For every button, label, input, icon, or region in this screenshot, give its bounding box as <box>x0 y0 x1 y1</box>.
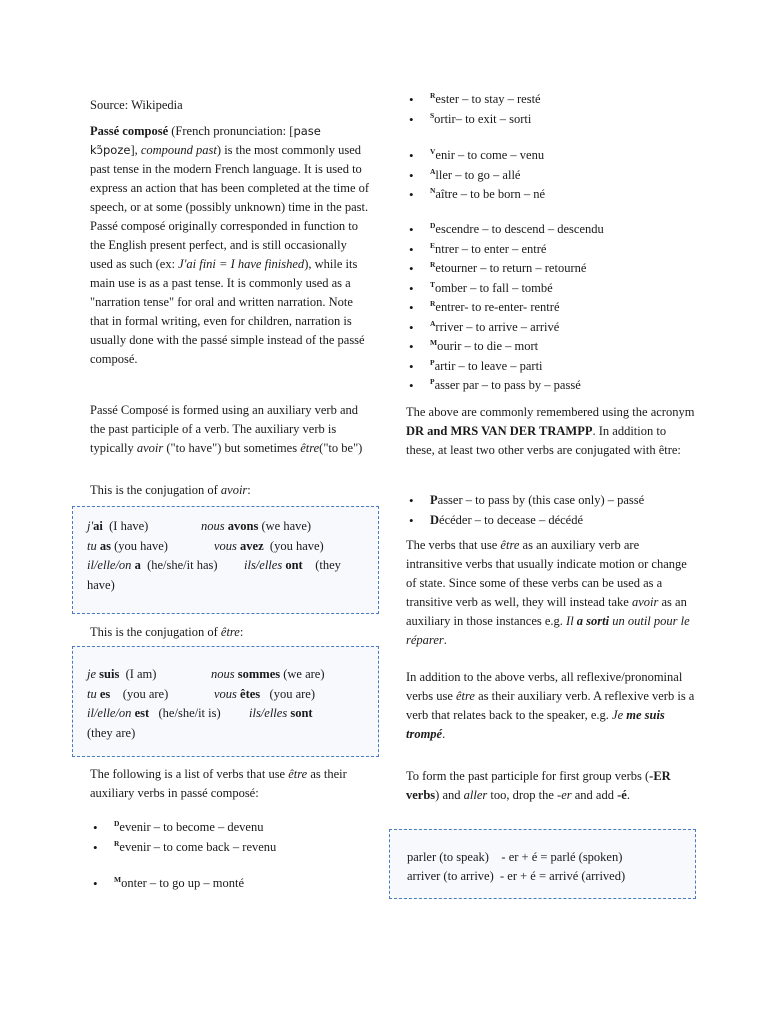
part-text-3: too, drop the <box>487 788 558 802</box>
verb: es <box>99 686 111 701</box>
intr-etre: être <box>500 538 520 552</box>
list-intro-etre: être <box>288 767 308 781</box>
intro-paragraph <box>90 122 372 369</box>
ipa-pronunciation: pase kɔ̃poze <box>90 124 321 157</box>
participle-example-box <box>389 829 696 899</box>
initial: E <box>430 240 436 250</box>
verb: ai <box>93 519 103 533</box>
intro-text-1: (French pronunciation: [ <box>168 124 294 138</box>
verb-item <box>406 185 545 205</box>
pron: vous <box>214 686 237 701</box>
initial: M <box>114 875 122 884</box>
etre-cell-ils <box>249 704 313 723</box>
verb: sont <box>290 706 313 720</box>
avoir-row-1 <box>87 517 366 537</box>
translation: (you have) <box>269 538 324 553</box>
verb-text: asser par – to pass by – passé <box>434 378 581 392</box>
initial: S <box>430 110 435 120</box>
avoir-conjugation-box <box>72 506 379 614</box>
verb-item <box>406 491 644 511</box>
part-text-4: and add <box>571 788 618 802</box>
pron: il/elle/on <box>87 558 132 572</box>
conj-etre-colon: : <box>239 625 244 639</box>
pron: il/elle/on <box>87 706 132 720</box>
pron: j' <box>87 519 94 533</box>
verb: sommes <box>237 667 281 681</box>
initial: R <box>114 838 120 848</box>
part-aller: aller <box>463 788 488 802</box>
verb-text: aître – to be born – né <box>435 187 546 201</box>
verb: avons <box>227 519 259 533</box>
source-line: Source: Wikipedia <box>90 98 183 112</box>
conjugation-etre-label <box>90 623 243 642</box>
intro-text-4: ), while its main use is as a past tense. It is commonly used as a "narration tense" for oral and written narration. Note that in formal writing, even for children, narration is usually done with the passé simple instead of the passé composé. <box>90 257 365 366</box>
initial: V <box>430 147 436 156</box>
verb-item <box>406 90 541 110</box>
list-intro-text-1: The following is a list of verbs that use <box>90 767 289 781</box>
conj-avoir-colon: : <box>247 483 251 497</box>
etre-row-2 <box>87 685 366 705</box>
pron: ils/elles <box>249 706 288 720</box>
verb: a <box>134 558 141 572</box>
conj-etre-text: This is the conjugation of <box>90 625 221 639</box>
verb-text: evenir – to become – devenu <box>119 820 264 834</box>
translation: (he/she/it is) <box>158 706 221 720</box>
initial: R <box>430 91 436 100</box>
translation: (you are) <box>269 686 316 701</box>
verb-item <box>406 298 604 318</box>
verb: suis <box>99 667 120 681</box>
verb-item <box>406 220 604 240</box>
verb: ont <box>285 558 303 572</box>
avoir-cell-ils <box>244 556 341 575</box>
verb-text: evenir – to come back – revenu <box>119 839 277 854</box>
verb-text: ortir– to exit – sorti <box>434 111 532 126</box>
verb-text: rriver – to arrive – arrivé <box>435 319 560 334</box>
example-arriver: arriver (to arrive) - er + é = arrivé (arrived) <box>407 869 626 883</box>
acronym-text-1: The above are commonly remembered using the acronym <box>406 405 695 419</box>
list-intro-text-2: as their auxiliary verbs in passé composé: <box>90 767 347 800</box>
verb-item <box>406 337 604 357</box>
initial: P <box>430 493 438 507</box>
initial: D <box>430 221 436 230</box>
verb-text: onter – to go up – monté <box>121 876 244 890</box>
pron: tu <box>87 538 97 553</box>
intransitive-paragraph <box>406 536 696 650</box>
verb-text: ller – to go – allé <box>435 167 521 182</box>
etre-cell-nous <box>211 665 325 684</box>
acronym-paragraph <box>406 403 696 460</box>
pron: tu <box>87 686 97 701</box>
pron: je <box>87 667 97 681</box>
verb-item <box>406 259 604 279</box>
avoir-cell-tu <box>87 537 168 556</box>
verb-list-a <box>90 818 276 857</box>
translation: (you are) <box>122 686 169 701</box>
intr-ex-3: un outil pour le réparer <box>406 614 690 647</box>
verb-item <box>406 318 604 338</box>
avoir-cell-il <box>87 556 218 575</box>
verb-item <box>406 240 604 260</box>
verb-item <box>90 818 276 838</box>
verb-item <box>406 166 545 186</box>
verb-list-e <box>406 220 604 396</box>
verb-item <box>90 838 276 858</box>
verb-list-d <box>406 146 545 205</box>
initial: N <box>430 186 436 195</box>
part-text-2: ) and <box>435 788 464 802</box>
translation: (I have) <box>109 519 149 533</box>
refl-text-2: as their auxiliary verb. A reflexive verb is a verb that relates back to the speaker, e.g. <box>406 689 695 722</box>
participle-paragraph <box>406 767 696 805</box>
refl-text-1: In addition to the above verbs, all reflexive/pronominal verbs use <box>406 670 683 703</box>
formed-text-2: ("to have") but sometimes <box>163 441 301 455</box>
verb-text: écéder – to decease – décédé <box>439 512 584 527</box>
conj-avoir-text: This is the conjugation of <box>90 483 221 497</box>
intr-text-2: as an auxiliary verb are intransitive verbs that usually indicate motion or change of state. Since some of these verbs can be used as a transitive verb as well, they will instead take <box>406 538 687 609</box>
translation: (I am) <box>125 667 157 681</box>
translation: (he/she/it has) <box>147 558 218 572</box>
verb-item <box>406 357 604 377</box>
verb-text: omber – to fall – tombé <box>435 280 553 295</box>
part-er-verbs: -ER verbs <box>406 769 671 802</box>
etre-list-intro <box>90 765 372 803</box>
intr-text-3: as an auxiliary in those instances e.g. <box>406 595 687 628</box>
verb-item <box>406 110 541 130</box>
verb-text: ourir – to die – mort <box>437 339 539 353</box>
initial: A <box>430 166 436 176</box>
verb-text: entrer- to re-enter- rentré <box>435 300 560 314</box>
verb-list-b <box>90 874 244 894</box>
initial: P <box>430 377 435 386</box>
verb-item <box>406 511 644 531</box>
acronym-name: DR and MRS VAN DER TRAMPP <box>406 424 593 438</box>
formation-paragraph <box>90 401 372 458</box>
intr-text-4: . <box>443 633 447 647</box>
verb-list-f <box>406 491 644 530</box>
intro-text-2: ], <box>130 143 141 157</box>
acronym-text-2: . In addition to these, at least two other verbs are conjugated with être: <box>406 424 681 457</box>
initial: P <box>430 357 435 367</box>
example-jai-fini: J'ai fini = I have finished <box>178 257 305 271</box>
refl-ex-2: me suis trompé <box>406 708 665 741</box>
gloss-compound-past: compound past <box>140 143 217 157</box>
initial: T <box>430 279 436 289</box>
initial: M <box>430 338 438 347</box>
verb-item <box>406 146 545 166</box>
part-text-1: To form the past participle for first group verbs ( <box>406 769 650 783</box>
etre-row-1 <box>87 665 366 685</box>
part-e: -é <box>617 788 627 802</box>
pron: ils/elles <box>244 558 283 572</box>
verb-text: artir – to leave – parti <box>434 358 543 373</box>
verb-text: ntrer – to enter – entré <box>435 241 547 256</box>
verb-item <box>90 874 244 894</box>
verb: êtes <box>240 686 261 701</box>
verb-text: enir – to come – venu <box>435 148 545 162</box>
refl-etre: être <box>456 689 475 703</box>
verb-text: ester – to stay – resté <box>435 92 541 106</box>
initial: R <box>430 299 436 308</box>
etre-cell-vous <box>214 685 315 704</box>
refl-text-3: . <box>442 727 446 741</box>
etre-cell-il <box>87 704 221 723</box>
intr-ex-2: a sorti <box>576 614 610 628</box>
verb: avez <box>240 538 264 553</box>
term-passe-compose: Passé composé <box>90 124 169 138</box>
pron: nous <box>211 667 235 681</box>
initial: D <box>114 819 120 828</box>
formed-avoir: avoir <box>136 441 164 455</box>
intr-ex-1: Il <box>566 614 577 628</box>
formed-text-3: ("to be") <box>319 441 363 455</box>
etre-row-4: (they are) <box>87 725 136 740</box>
verb-list-c <box>406 90 541 129</box>
translation: (they <box>315 558 341 572</box>
pron: vous <box>214 538 237 553</box>
reflexive-paragraph <box>406 668 696 744</box>
etre-cell-je <box>87 665 156 684</box>
etre-row-3 <box>87 704 366 724</box>
conj-avoir-verb: avoir <box>220 483 248 497</box>
translation: (we have) <box>261 519 312 533</box>
formed-etre: être <box>300 441 320 455</box>
initial: R <box>430 260 436 269</box>
refl-ex-1: Je <box>612 708 627 722</box>
etre-cell-tu <box>87 685 168 704</box>
avoir-row-3 <box>87 556 366 576</box>
avoir-cell-vous <box>214 537 324 556</box>
verb-item <box>406 376 604 396</box>
part-text-5: . <box>626 788 630 802</box>
avoir-row-2 <box>87 537 366 557</box>
verb-text: etourner – to return – retourné <box>435 261 587 275</box>
verb-text: asser – to pass by (this case only) – passé <box>437 493 645 507</box>
intr-text-1: The verbs that use <box>406 538 501 552</box>
avoir-cell-nous <box>201 517 311 536</box>
intr-avoir: avoir <box>631 595 659 609</box>
part-er: -er <box>557 788 572 802</box>
verb: est <box>134 706 150 720</box>
avoir-row-4: have) <box>87 577 115 592</box>
verb-text: escendre – to descend – descendu <box>435 222 604 236</box>
verb-item <box>406 279 604 299</box>
conj-etre-verb: être <box>220 625 240 639</box>
formed-text-1: Passé Composé is formed using an auxiliary verb and the past participle of a verb. The auxiliary verb is typically <box>90 403 359 455</box>
translation: (you have) <box>114 538 168 553</box>
conjugation-avoir-label <box>90 481 251 500</box>
intro-text-3: ) is the most commonly used past tense in the modern French language. It is used to express an action that has been completed at the time of speech, or at some (possibly unknown) time in the past. Passé composé originally corresponded in function to the English present perfect, and is still occasionally used as such (ex: <box>90 143 370 271</box>
verb: as <box>99 538 111 553</box>
etre-conjugation-box <box>72 646 379 757</box>
pron: nous <box>201 519 225 533</box>
translation: (we are) <box>283 667 325 681</box>
initial: D <box>430 512 440 527</box>
avoir-cell-je <box>87 517 148 536</box>
initial: A <box>430 318 436 328</box>
example-parler: parler (to speak) - er + é = parlé (spoken) <box>407 850 623 864</box>
